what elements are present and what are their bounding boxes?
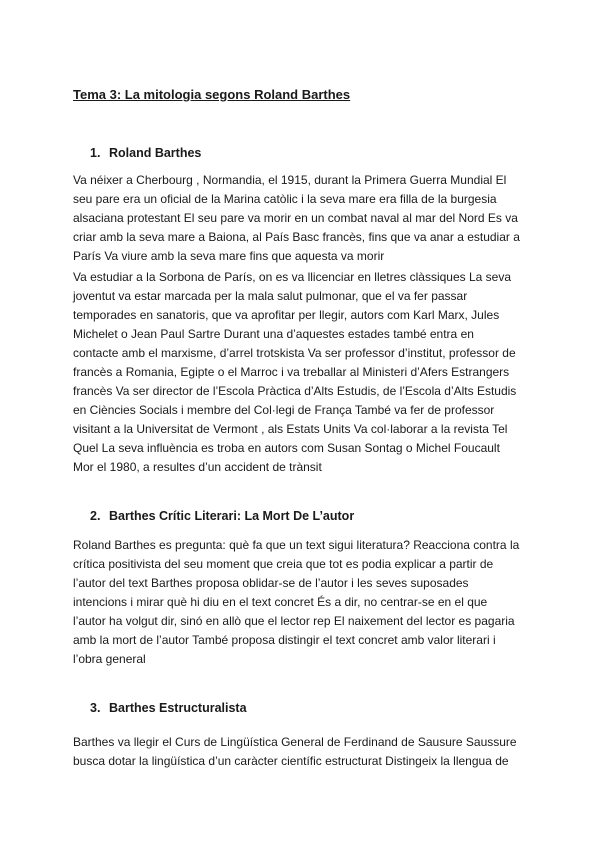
paragraph (73, 171, 520, 266)
text-line: contacte amb el marxisme, d’arrel trotskista Va ser professor d’institut, professor de (73, 346, 516, 360)
paragraph (73, 733, 517, 771)
section-heading-1 (90, 146, 201, 160)
section-title: Roland Barthes (109, 146, 202, 160)
text-line: seu pare era un oficial de la Marina catòlic i la seva mare era filla de la burgesia (73, 192, 497, 206)
text-line: Roland Barthes es pregunta: què fa que un text sigui literatura? Reacciona contra la (73, 538, 520, 552)
text-line: joventut va estar marcada per la mala salut pulmonar, que el va fer passar (73, 289, 468, 303)
text-line: francès Va ser director de l’Escola Pràctica d’Alts Estudis, de l’Escola d’Alts Estudis (73, 384, 517, 398)
text-line: visitant a la Universitat de Vermont , als Estats Units Va col·laborar a la revista Tel (73, 422, 508, 436)
section-number: 2. (90, 509, 101, 523)
text-line: intencions i mirar què hi diu en el text concret És a dir, no centrar-se en el que (73, 595, 488, 609)
paragraph (73, 268, 516, 477)
text-line: francès a Romania, Egipte o el Marroc i va treballar al Ministeri d’Afers Estrangers (73, 365, 510, 379)
text-line: Barthes va llegir el Curs de Lingüística General de Ferdinand de Sausure Saussure (73, 735, 517, 749)
text-line: crítica positivista del seu moment que creia que tot es podia explicar a partir de (73, 557, 494, 571)
text-line: Michelet o Jean Paul Sartre Durant una d’aquestes estades també entra en (73, 327, 474, 341)
text-line: criar amb la seva mare a Baiona, al País Basc francès, fins que va anar a estudiar a (73, 230, 520, 244)
section-title: Barthes Estructuralista (109, 701, 247, 715)
text-line: l’autor del text Barthes proposa oblidar-se de l’autor i les seves suposades (73, 576, 469, 590)
section-number: 3. (90, 701, 101, 715)
text-line: alsaciana protestant El seu pare va morir en un combat naval al mar del Nord Es va (73, 211, 518, 225)
text-line: l’obra general (73, 652, 146, 666)
text-line: París Va viure amb la seva mare fins que aquesta va morir (73, 249, 385, 263)
section-number: 1. (90, 146, 101, 160)
text-line: en Ciències Socials i membre del Col·legi de França També va fer de professor (73, 403, 495, 417)
section-heading-2 (90, 509, 354, 523)
text-line: Mor el 1980, a resultes d’un accident de trànsit (73, 460, 322, 474)
text-line: Va néixer a Cherbourg , Normandia, el 1915, durant la Primera Guerra Mundial El (73, 173, 507, 187)
section-title: Barthes Crític Literari: La Mort De L’autor (109, 509, 355, 523)
paragraph (73, 536, 519, 669)
text-line: Va estudiar a la Sorbona de París, on es va llicenciar en lletres clàssiques La seva (73, 270, 512, 284)
text-line: l’autor ha volgut dir, sinó en allò que el lector rep El naixement del lector es pagaria (73, 614, 515, 628)
text-line: temporades en sanatoris, que va aprofitar per llegir, autors com Karl Marx, Jules (73, 308, 500, 322)
section-heading-3 (90, 701, 247, 715)
text-line: busca dotar la lingüística d’un caràcter científic estructurat Distingeix la llengua de (73, 754, 509, 768)
document-title: Tema 3: La mitologia segons Roland Barthes (73, 87, 351, 102)
text-line: amb la mort de l’autor També proposa distingir el text concret amb valor literari i (73, 633, 496, 647)
text-line: Quel La seva influència es troba en autors com Susan Sontag o Michel Foucault (73, 441, 500, 455)
